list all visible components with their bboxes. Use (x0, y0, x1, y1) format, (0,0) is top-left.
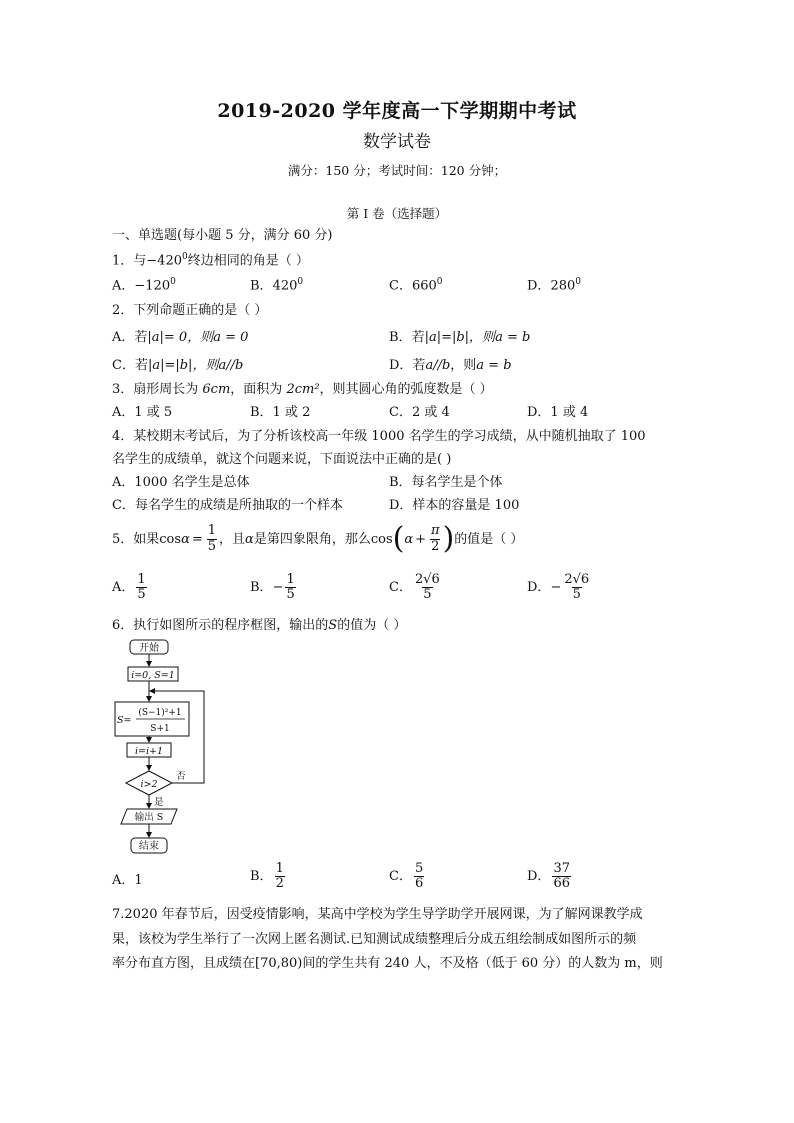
page-subtitle: 数学试卷 (363, 132, 431, 152)
program-flowchart (110, 638, 220, 858)
question-1-stem: 1．与$-420^0$终边相同的角是（ ） (112, 252, 309, 269)
flow-start-label: 开始 (139, 643, 159, 654)
flow-decision-label: i>2 (140, 779, 158, 790)
question-5-option-d: D． − $\frac{2√6}{5}$ (527, 572, 590, 603)
question-6-option-a: A．1 (112, 873, 143, 888)
question-2-option-a: A．若|a|= 0，则a = 0 (112, 330, 249, 345)
flow-assign-denominator: S+1 (150, 724, 170, 734)
question-7-line-2: 果，该校为学生举行了一次网上匿名测试.已知测试成绩整理后分成五组绘制成如图所示的频 (112, 932, 637, 947)
question-6-option-c: C． 5 6 (389, 861, 424, 892)
question-1-option-d: D．$280^0$ (527, 277, 581, 294)
flow-no-label: 否 (176, 771, 186, 782)
question-3-option-b: B．1 或 2 (250, 405, 311, 420)
question-7-line-3: 率分布直方图，且成绩在[70,80)间的学生共有 240 人，不及格（低于 60 分）的人数为 m，则 (112, 956, 663, 971)
flow-output-label: 输出 S (134, 812, 164, 823)
question-3-stem: 3．扇形周长为 6cm，面积为 2cm²，则其圆心角的弧度数是（ ） (112, 382, 493, 397)
fraction: $\frac{1}{5}$ (207, 523, 217, 554)
section-label: 第 I 卷（选择题） (346, 206, 448, 221)
fraction: $\frac{\pi}{2}$ (431, 523, 440, 554)
question-2-option-b: B．若|a|=|b|，则a = b (389, 330, 531, 345)
question-1-option-b: B．$420^0$ (250, 277, 304, 294)
question-4-option-d: D．样本的容量是 100 (389, 498, 520, 513)
exam-meta: 满分：150 分；考试时间：120 分钟； (287, 163, 507, 178)
question-4-line-1: 4．某校期末考试后，为了分析该校高一年级 1000 名学生的学习成绩，从中随机抽取了 100 (112, 429, 646, 444)
flow-increment-label: i=i+1 (134, 746, 164, 757)
question-2-option-c: C．若|a|=|b|，则a//b (112, 358, 244, 373)
question-5-option-a: A． 1 5 (112, 572, 146, 603)
question-5-stem: 5．如果 cos α = $\frac{1}{5}$ ，且 α 是第四象限角，那么 cos ( α + $\frac{\pi}{2}$ ) 的值是（ ） (112, 521, 524, 556)
flow-init-label: i=0, S=1 (131, 670, 175, 681)
question-1-option-c: C．$660^0$ (389, 277, 443, 294)
flow-yes-label: 是 (154, 797, 164, 808)
question-4-line-2: 名学生的成绩单，就这个问题来说，下面说法中正确的是( ) (112, 452, 452, 467)
question-5-option-b: B． − $\frac{1}{5}$ (250, 572, 295, 603)
question-4-option-c: C．每名学生的成绩是所抽取的一个样本 (112, 498, 343, 513)
question-6-option-b: B． 1 2 (250, 861, 284, 892)
question-6-stem: 6．执行如图所示的程序框图，输出的S的值为（ ） (112, 618, 407, 633)
flow-assign-numerator: (S−1)²+1 (138, 708, 182, 718)
part-heading: 一、单选题(每小题 5 分，满分 60 分) (112, 228, 333, 243)
question-3-option-c: C．2 或 4 (389, 405, 450, 420)
question-3-option-d: D．1 或 4 (527, 405, 589, 420)
question-6-option-d: D． 37 66 (527, 861, 570, 892)
question-3-option-a: A．1 或 5 (112, 405, 173, 420)
question-2-stem: 2．下列命题正确的是（ ） (112, 303, 268, 318)
question-1-option-a: A．$-120^0$ (112, 277, 176, 294)
flow-assign-lhs: S= (117, 715, 132, 726)
page-title: 2019-2020 学年度高一下学期期中考试 (217, 100, 577, 122)
question-7-line-1: 7.2020 年春节后，因受疫情影响，某高中学校为学生导学助学开展网课，为了解网课教学成 (112, 907, 643, 922)
question-4-option-a: A．1000 名学生是总体 (112, 475, 250, 490)
question-2-option-d: D．若a//b，则a = b (389, 358, 512, 373)
question-5-option-c: C． 2√6 5 (389, 572, 440, 603)
flow-end-label: 结束 (139, 841, 159, 852)
question-4-option-b: B．每名学生是个体 (389, 475, 503, 490)
